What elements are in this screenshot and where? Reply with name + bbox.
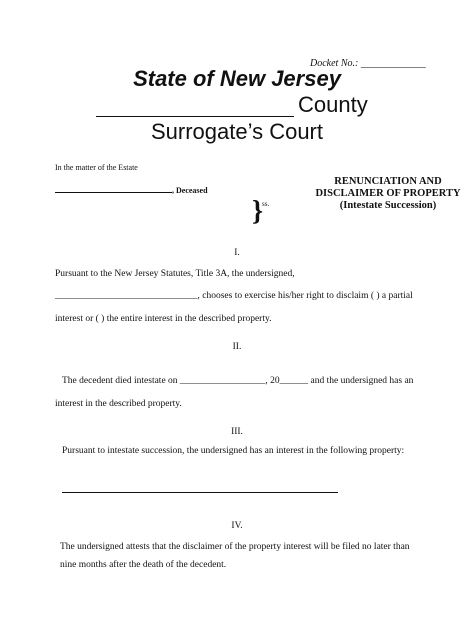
section-4-heading: IV. <box>231 521 243 531</box>
ss-label: ss. <box>262 200 270 208</box>
form-title-line-1: RENUNCIATION AND <box>334 176 442 187</box>
section-1-line-2: ______________________________, chooses to exercise his/her right to disclaim ( ) a partial <box>55 291 413 301</box>
section-2-heading: II. <box>232 342 242 352</box>
section-3-line-1: Pursuant to intestate succession, the undersigned has an interest in the following property: <box>62 446 405 456</box>
state-title: State of New Jersey <box>133 66 341 91</box>
estate-matter-label: In the matter of the Estate <box>55 163 138 172</box>
section-1-heading: I. <box>234 248 240 258</box>
form-title-line-3: (Intestate Succession) <box>339 200 437 211</box>
section-3-heading: III. <box>231 427 243 437</box>
section-1-line-3: interest or ( ) the entire interest in the described property. <box>55 314 272 324</box>
property-description-line <box>62 492 338 493</box>
deceased-name-blank <box>55 184 172 193</box>
docket-number: Docket No.: _____________ <box>310 58 426 69</box>
section-1-line-1: Pursuant to the New Jersey Statutes, Title 3A, the undersigned, <box>55 269 295 279</box>
form-title <box>300 176 474 212</box>
section-4-line-1: The undersigned attests that the disclaimer of the property interest will be filed no later than <box>60 542 410 552</box>
deceased-line <box>55 184 208 195</box>
court-title: Surrogate’s Court <box>150 119 323 144</box>
caption-brace: } <box>252 196 264 227</box>
deceased-label: , Deceased <box>172 186 208 195</box>
county-label: County <box>298 92 368 117</box>
form-title-line-2: DISCLAIMER OF PROPERTY <box>315 188 461 199</box>
county-blank-line <box>96 116 294 117</box>
section-2-line-2: interest in the described property. <box>55 399 182 409</box>
section-2-line-1: The decedent died intestate on __________________, 20______ and the undersigned has an <box>62 376 414 386</box>
section-4-line-2: nine months after the death of the decedent. <box>60 560 227 570</box>
